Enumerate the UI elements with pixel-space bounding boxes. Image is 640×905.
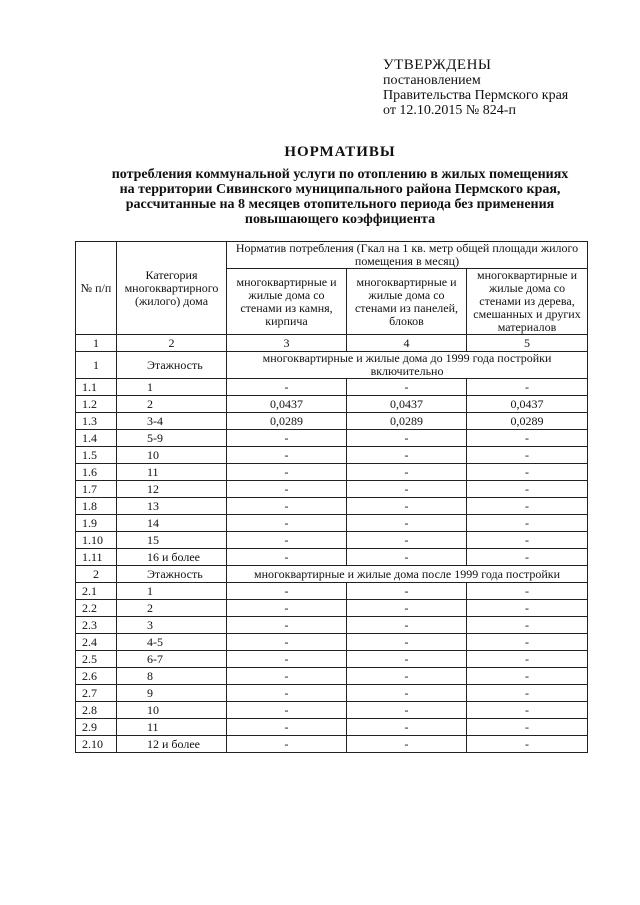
- row-num: 1.2: [76, 396, 117, 413]
- section-label: Этажность: [117, 352, 227, 379]
- row-num: 1.10: [76, 532, 117, 549]
- row-wood: -: [467, 651, 588, 668]
- row-stone: -: [227, 634, 347, 651]
- row-wood: 0,0289: [467, 413, 588, 430]
- approval-stamp: [383, 58, 623, 118]
- table-row: [76, 583, 588, 600]
- row-floors: 11: [117, 464, 227, 481]
- table-row: [76, 413, 588, 430]
- row-floors: 4-5: [117, 634, 227, 651]
- row-wood: -: [467, 379, 588, 396]
- row-stone: 0,0289: [227, 413, 347, 430]
- table-row: [76, 481, 588, 498]
- row-floors: 9: [117, 685, 227, 702]
- row-stone: -: [227, 447, 347, 464]
- row-num: 1.3: [76, 413, 117, 430]
- table-row: [76, 634, 588, 651]
- row-wood: -: [467, 464, 588, 481]
- table-row: [76, 617, 588, 634]
- row-wood: -: [467, 736, 588, 753]
- row-stone: -: [227, 464, 347, 481]
- row-wood: -: [467, 668, 588, 685]
- row-stone: -: [227, 498, 347, 515]
- row-panel: -: [347, 430, 467, 447]
- title-line: рассчитанные на 8 месяцев отопительного периода без применения: [125, 197, 555, 212]
- row-stone: -: [227, 617, 347, 634]
- index-cell: 5: [467, 335, 588, 352]
- table-row: [76, 736, 588, 753]
- index-row: [76, 335, 588, 352]
- index-cell: 2: [117, 335, 227, 352]
- row-panel: -: [347, 736, 467, 753]
- row-wood: -: [467, 430, 588, 447]
- row-stone: -: [227, 719, 347, 736]
- row-panel: -: [347, 498, 467, 515]
- row-floors: 1: [117, 379, 227, 396]
- row-num: 1.8: [76, 498, 117, 515]
- row-floors: 13: [117, 498, 227, 515]
- index-cell: 4: [347, 335, 467, 352]
- approval-line: Правительства Пермского края: [383, 88, 569, 103]
- row-num: 2.10: [76, 736, 117, 753]
- row-floors: 11: [117, 719, 227, 736]
- row-stone: -: [227, 549, 347, 566]
- row-floors: 2: [117, 396, 227, 413]
- row-floors: 1: [117, 583, 227, 600]
- row-panel: -: [347, 668, 467, 685]
- row-wood: -: [467, 447, 588, 464]
- row-wood: -: [467, 702, 588, 719]
- header-num: № п/п: [76, 242, 117, 335]
- row-floors: 15: [117, 532, 227, 549]
- section-row: [76, 352, 588, 379]
- row-stone: -: [227, 430, 347, 447]
- row-wood: -: [467, 532, 588, 549]
- row-floors: 10: [117, 702, 227, 719]
- row-floors: 3: [117, 617, 227, 634]
- row-wood: -: [467, 498, 588, 515]
- row-panel: 0,0437: [347, 396, 467, 413]
- row-stone: -: [227, 532, 347, 549]
- section-num: 1: [76, 352, 117, 379]
- approval-heading: УТВЕРЖДЕНЫ: [383, 57, 492, 73]
- row-num: 2.7: [76, 685, 117, 702]
- row-panel: -: [347, 719, 467, 736]
- row-num: 2.9: [76, 719, 117, 736]
- norms-table: [75, 241, 588, 753]
- row-panel: -: [347, 685, 467, 702]
- header-norm: Норматив потребления (Гкал на 1 кв. метр общей площади жилого помещения в месяц): [227, 242, 588, 269]
- table-row: [76, 651, 588, 668]
- row-num: 1.11: [76, 549, 117, 566]
- approval-line: постановлением: [383, 73, 481, 88]
- row-num: 2.5: [76, 651, 117, 668]
- table-row: [76, 668, 588, 685]
- table-row: [76, 379, 588, 396]
- row-floors: 12 и более: [117, 736, 227, 753]
- row-panel: 0,0289: [347, 413, 467, 430]
- section-desc: многоквартирные и жилые дома до 1999 года постройки включительно: [227, 352, 588, 379]
- row-wood: -: [467, 549, 588, 566]
- document-title: [60, 145, 620, 227]
- section-num: 2: [76, 566, 117, 583]
- row-panel: -: [347, 651, 467, 668]
- row-floors: 10: [117, 447, 227, 464]
- table-row: [76, 549, 588, 566]
- section-desc: многоквартирные и жилые дома после 1999 года постройки: [227, 566, 588, 583]
- row-num: 1.6: [76, 464, 117, 481]
- row-panel: -: [347, 583, 467, 600]
- row-num: 2.2: [76, 600, 117, 617]
- table-row: [76, 396, 588, 413]
- row-num: 1.4: [76, 430, 117, 447]
- row-stone: -: [227, 583, 347, 600]
- row-panel: -: [347, 702, 467, 719]
- title-line: на территории Сивинского муниципального района Пермского края,: [119, 182, 561, 197]
- row-num: 1.5: [76, 447, 117, 464]
- row-wood: -: [467, 515, 588, 532]
- row-num: 1.1: [76, 379, 117, 396]
- row-wood: -: [467, 634, 588, 651]
- row-floors: 12: [117, 481, 227, 498]
- header-panel: многоквартирные и жилые дома со стенами из панелей, блоков: [347, 269, 467, 335]
- row-num: 2.3: [76, 617, 117, 634]
- row-floors: 5-9: [117, 430, 227, 447]
- row-panel: -: [347, 481, 467, 498]
- approval-line: от 12.10.2015 № 824-п: [383, 103, 516, 118]
- row-num: 2.8: [76, 702, 117, 719]
- table-row: [76, 515, 588, 532]
- row-stone: -: [227, 668, 347, 685]
- table-row: [76, 447, 588, 464]
- table-row: [76, 498, 588, 515]
- row-panel: -: [347, 379, 467, 396]
- table-row: [76, 685, 588, 702]
- row-panel: -: [347, 447, 467, 464]
- table-row: [76, 702, 588, 719]
- row-panel: -: [347, 532, 467, 549]
- row-panel: -: [347, 549, 467, 566]
- row-wood: -: [467, 481, 588, 498]
- row-wood: -: [467, 685, 588, 702]
- row-panel: -: [347, 464, 467, 481]
- row-panel: -: [347, 634, 467, 651]
- row-stone: -: [227, 515, 347, 532]
- section-row: [76, 566, 588, 583]
- table-row: [76, 532, 588, 549]
- row-floors: 8: [117, 668, 227, 685]
- row-wood: -: [467, 600, 588, 617]
- row-num: 2.1: [76, 583, 117, 600]
- row-floors: 14: [117, 515, 227, 532]
- table-row: [76, 464, 588, 481]
- row-wood: -: [467, 719, 588, 736]
- title-main: НОРМАТИВЫ: [284, 144, 396, 160]
- row-wood: 0,0437: [467, 396, 588, 413]
- header-wood: многоквартирные и жилые дома со стенами из дерева, смешанных и других материалов: [467, 269, 588, 335]
- row-panel: -: [347, 617, 467, 634]
- header-stone: многоквартирные и жилые дома со стенами из камня, кирпича: [227, 269, 347, 335]
- row-wood: -: [467, 617, 588, 634]
- index-cell: 3: [227, 335, 347, 352]
- row-stone: -: [227, 481, 347, 498]
- row-num: 1.9: [76, 515, 117, 532]
- row-floors: 2: [117, 600, 227, 617]
- row-stone: 0,0437: [227, 396, 347, 413]
- row-panel: -: [347, 600, 467, 617]
- row-floors: 16 и более: [117, 549, 227, 566]
- table-row: [76, 600, 588, 617]
- title-line: потребления коммунальной услуги по отоплению в жилых помещениях: [111, 167, 569, 182]
- header-category: Категория многоквартирного (жилого) дома: [117, 242, 227, 335]
- table-row: [76, 430, 588, 447]
- row-stone: -: [227, 702, 347, 719]
- row-stone: -: [227, 600, 347, 617]
- row-stone: -: [227, 736, 347, 753]
- row-panel: -: [347, 515, 467, 532]
- row-stone: -: [227, 651, 347, 668]
- row-num: 2.6: [76, 668, 117, 685]
- row-floors: 3-4: [117, 413, 227, 430]
- row-stone: -: [227, 685, 347, 702]
- section-label: Этажность: [117, 566, 227, 583]
- row-stone: -: [227, 379, 347, 396]
- row-floors: 6-7: [117, 651, 227, 668]
- header-row: [76, 242, 588, 269]
- row-num: 1.7: [76, 481, 117, 498]
- row-wood: -: [467, 583, 588, 600]
- table-row: [76, 719, 588, 736]
- index-cell: 1: [76, 335, 117, 352]
- row-num: 2.4: [76, 634, 117, 651]
- title-line: повышающего коэффициента: [244, 212, 436, 227]
